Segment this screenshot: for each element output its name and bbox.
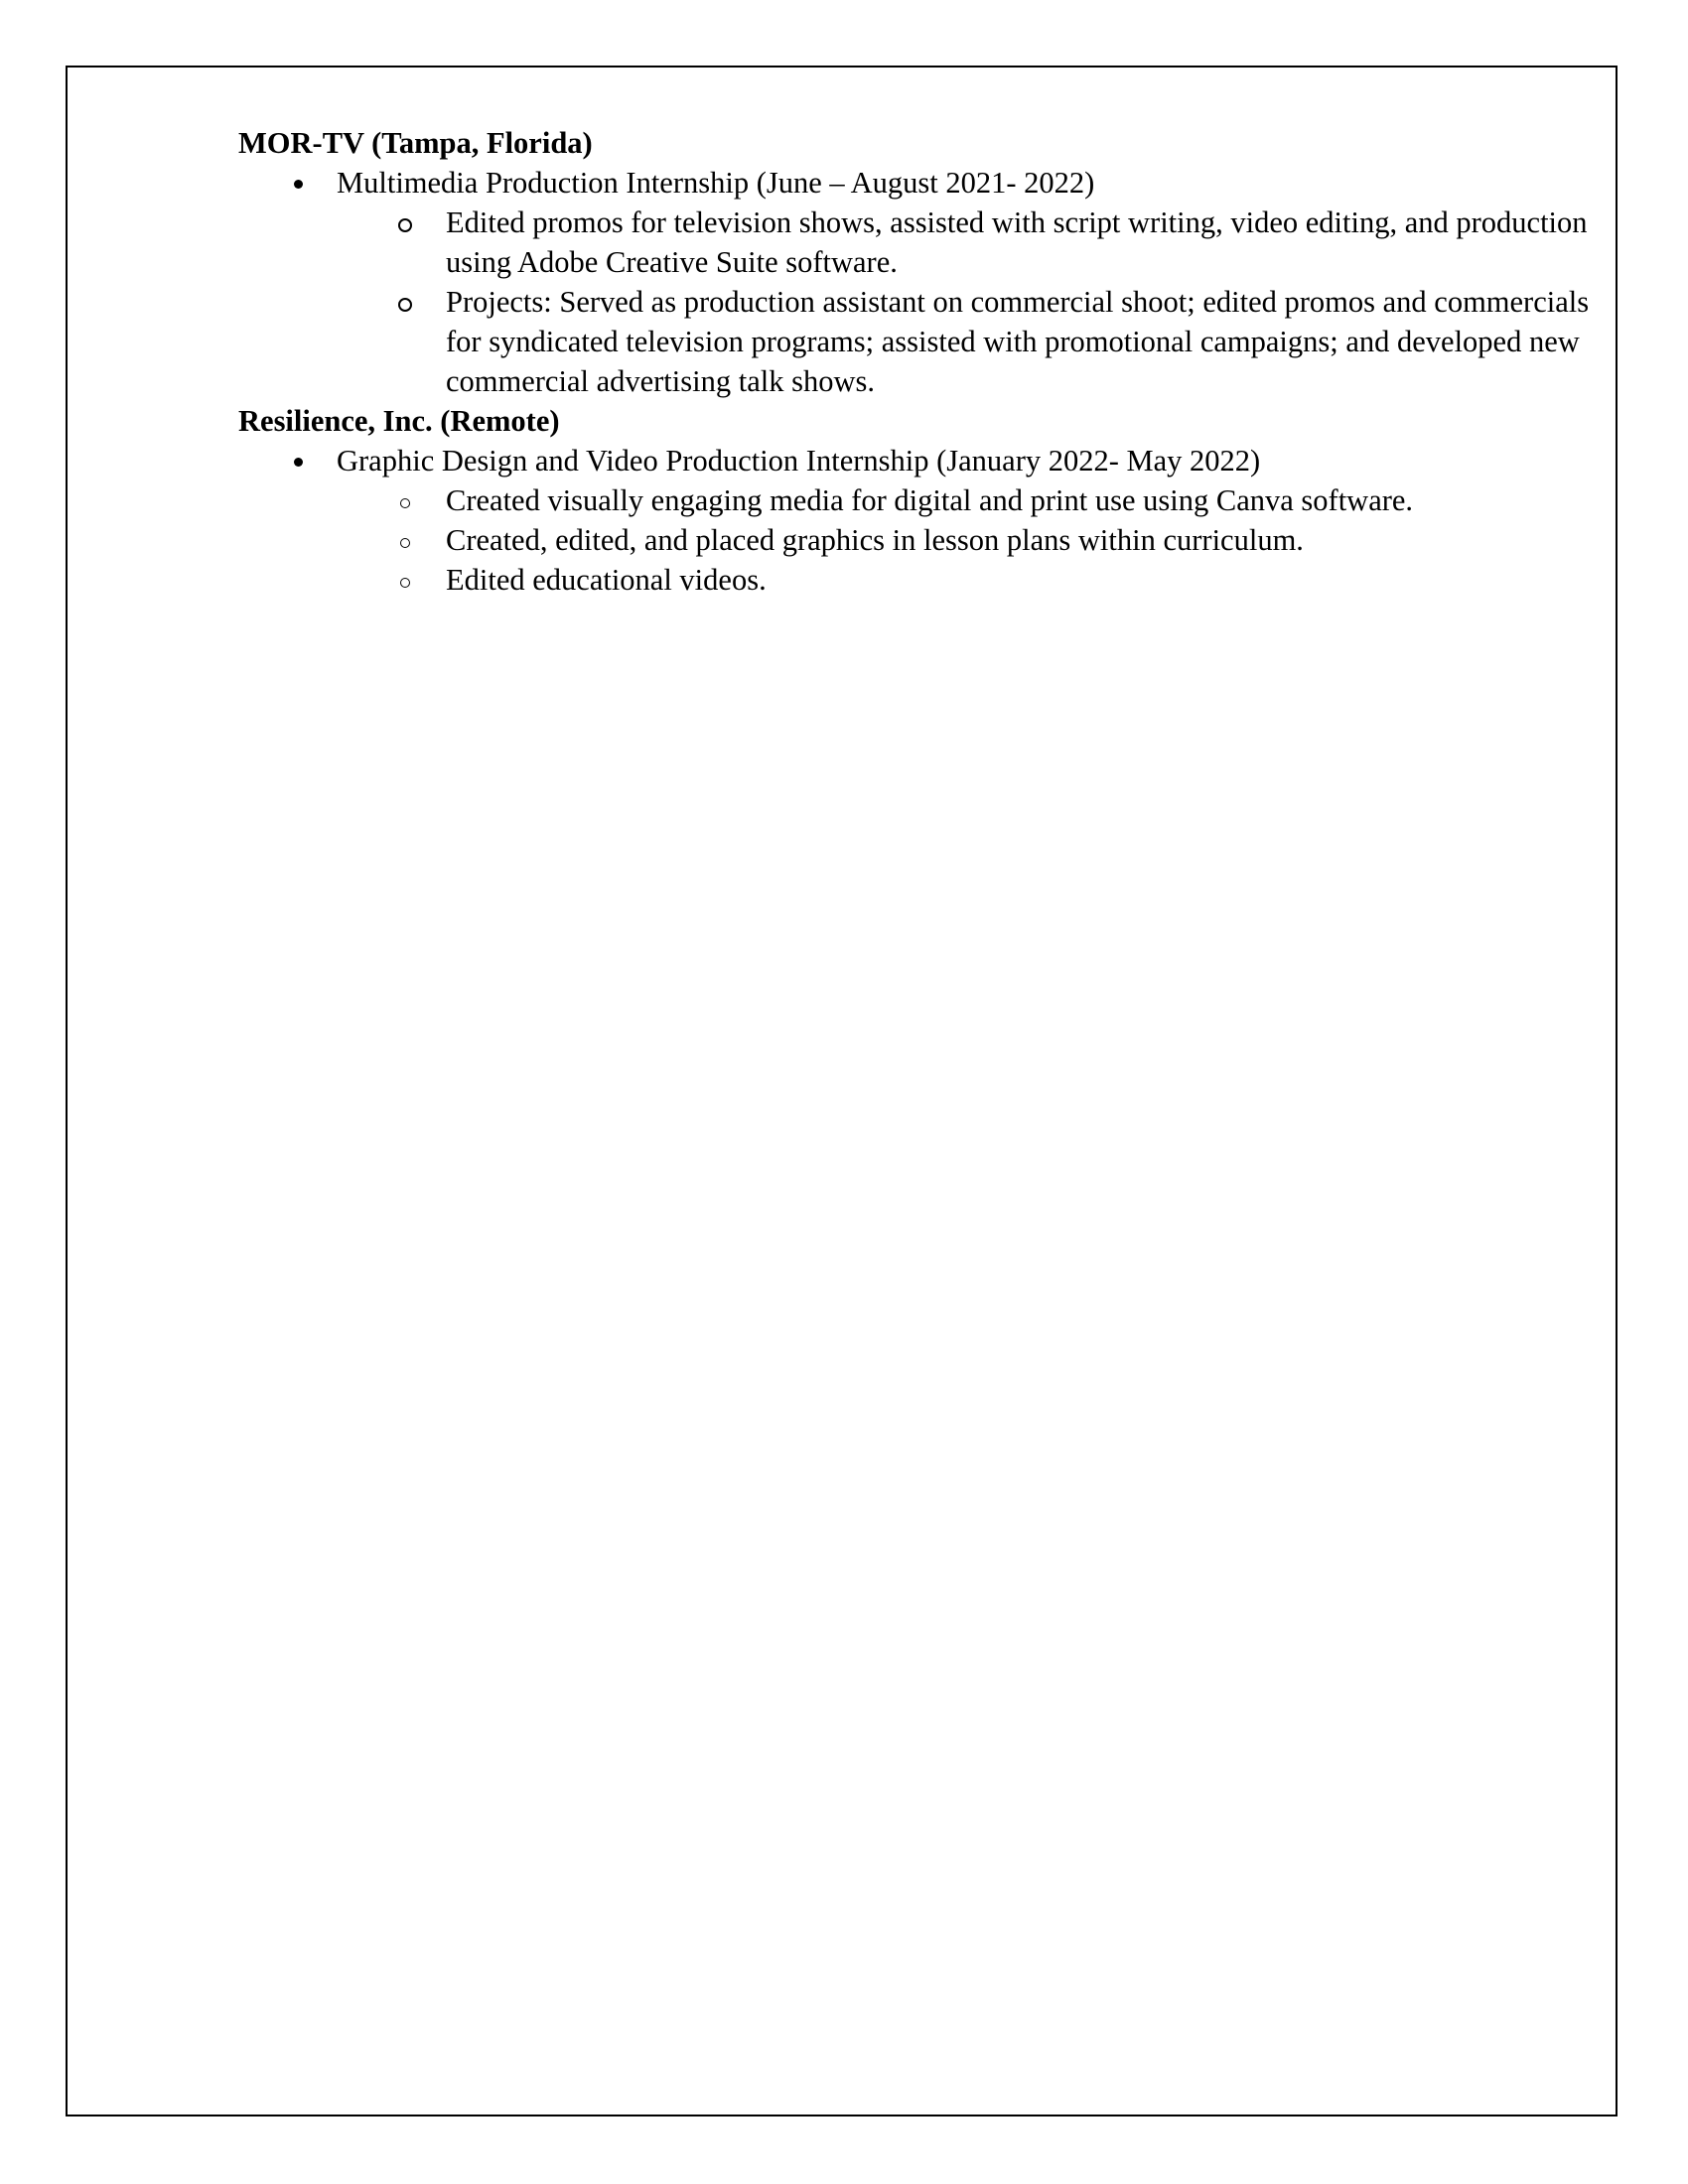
bullet-icon [294,180,303,189]
list-item [238,560,1588,600]
list-item [238,520,1588,560]
hollow-bullet-icon [400,498,410,508]
list-item [238,203,1588,282]
resume-content [238,123,1589,600]
bullet-icon [294,458,303,467]
detail-text: Created visually engaging media for digital and print use using Canva software. [446,483,1414,517]
hollow-bullet-icon [400,578,410,588]
role-item [238,441,1589,480]
list-item [238,282,1598,401]
org-heading: MOR-TV (Tampa, Florida) [238,126,593,160]
role-item [238,163,1589,203]
detail-text: Edited promos for television shows, assisted with script writing, video editing, and production using Adobe Creative Suite software. [446,205,1588,279]
hollow-bullet-icon [398,218,412,232]
detail-list [238,480,1589,600]
role-title: Multimedia Production Internship (June – August 2021- 2022) [337,166,1095,200]
list-item [238,480,1439,520]
detail-text: Created, edited, and placed graphics in lesson plans within curriculum. [446,523,1304,557]
role-title: Graphic Design and Video Production Internship (January 2022- May 2022) [337,444,1261,478]
detail-list [238,203,1589,401]
experience-mor-tv [238,123,1589,401]
detail-text: Projects: Served as production assistant on commercial shoot; edited promos and commercials for syndicated television programs; assisted with promotional campaigns; and developed new commercial advertising talk shows. [446,285,1590,398]
detail-text: Edited educational videos. [446,563,767,597]
hollow-bullet-icon [400,538,410,548]
org-heading: Resilience, Inc. (Remote) [238,404,560,438]
experience-resilience [238,401,1589,600]
hollow-bullet-icon [398,298,412,312]
